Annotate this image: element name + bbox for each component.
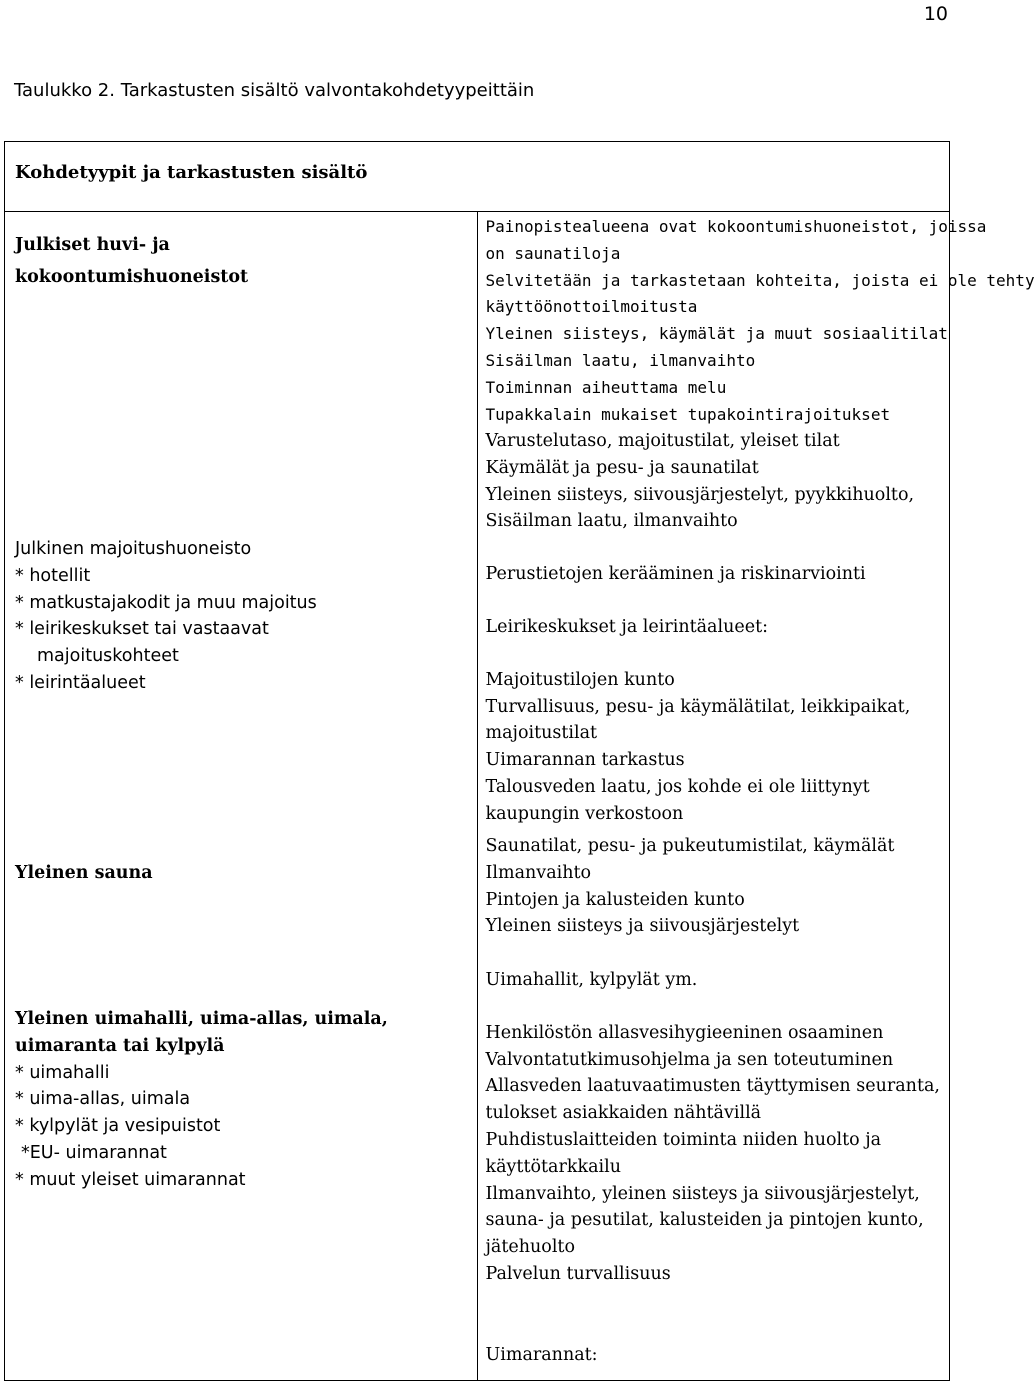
content-line: Toiminnan aiheuttama melu bbox=[485, 377, 727, 397]
content-line: Painopistealueena ovat kokoontumishuoneistot, joissa bbox=[485, 217, 987, 236]
list-item: * uima-allas, uimala bbox=[15, 1089, 191, 1110]
content-line: Allasveden laatuvaatimusten täyttymisen seuranta, bbox=[485, 1076, 940, 1097]
content-sauna bbox=[486, 833, 994, 940]
table-caption: Taulukko 2. Tarkastusten sisältö valvontakohdetyypeittäin bbox=[14, 80, 535, 101]
table-header: Kohdetyypit ja tarkastusten sisältö bbox=[5, 142, 950, 212]
content-line: Talousveden laatu, jos kohde ei ole liittynyt bbox=[485, 776, 870, 797]
content-line: Ilmanvaihto bbox=[485, 862, 592, 883]
content-line: Turvallisuus, pesu- ja käymälätilat, leikkipaikat, bbox=[485, 696, 911, 717]
content-beaches bbox=[486, 1342, 994, 1369]
category-title: uimaranta tai kylpylä bbox=[15, 1035, 225, 1056]
category-title: Julkiset huvi- ja kokoontumishuoneistot bbox=[15, 235, 249, 287]
content-line: Käymälät ja pesu- ja saunatilat bbox=[485, 457, 759, 478]
content-line: jätehuolto bbox=[485, 1237, 575, 1258]
content-heading: Leirikeskukset ja leirintäalueet: bbox=[485, 616, 769, 637]
category-swimming bbox=[15, 1006, 388, 1194]
inspection-content-table bbox=[4, 141, 1035, 1381]
content-pools bbox=[486, 967, 994, 1288]
content-line: Majoitustilojen kunto bbox=[485, 669, 675, 690]
list-item: * leirintäalueet bbox=[15, 672, 146, 693]
content-line: Sisäilman laatu, ilmanvaihto bbox=[485, 511, 738, 532]
list-item: * leirikeskukset tai vastaavat bbox=[15, 619, 269, 640]
content-line: Perustietojen kerääminen ja riskinarviointi bbox=[485, 564, 866, 585]
category-title: Julkinen majoitushuoneisto bbox=[15, 539, 252, 559]
content-line: Tupakkalain mukaiset tupakointirajoitukset bbox=[485, 404, 891, 424]
content-line: Saunatilat, pesu- ja pukeutumistilat, käymälät bbox=[485, 836, 895, 856]
content-line: majoitustilat bbox=[485, 723, 598, 744]
content-line: Palvelun turvallisuus bbox=[485, 1263, 671, 1284]
table-header-row bbox=[5, 142, 950, 212]
content-line: tulokset asiakkaiden nähtävillä bbox=[485, 1103, 762, 1124]
content-line: Henkilöstön allasvesihygieeninen osaaminen bbox=[485, 1022, 884, 1043]
list-item: * kylpylät ja vesipuistot bbox=[15, 1116, 221, 1137]
content-line: Yleinen siisteys ja siivousjärjestelyt bbox=[485, 916, 800, 937]
list-item: * matkustajakodit ja muu majoitus bbox=[15, 592, 317, 613]
content-line: Sisäilman laatu, ilmanvaihto bbox=[485, 350, 756, 370]
content-line: Yleinen siisteys, siivousjärjestelyt, pyykkihuolto, bbox=[485, 484, 915, 505]
list-item: majoituskohteet bbox=[37, 646, 179, 667]
list-item: * hotellit bbox=[15, 565, 91, 586]
content-line: Pintojen ja kalusteiden kunto bbox=[485, 889, 745, 910]
content-line: käyttötarkkailu bbox=[485, 1156, 621, 1177]
content-line: Varustelutaso, majoitustilat, yleiset tilat bbox=[485, 431, 840, 451]
object-types-column bbox=[5, 212, 478, 1381]
content-line: käyttöönottoilmoitusta bbox=[485, 297, 698, 317]
list-item: * uimahalli bbox=[15, 1062, 110, 1083]
content-line: Ilmanvaihto, yleinen siisteys ja siivousjärjestelyt, bbox=[485, 1183, 920, 1204]
content-line: Valvontatutkimusohjelma ja sen toteutuminen bbox=[485, 1049, 894, 1070]
list-item: *EU- uimarannat bbox=[21, 1142, 167, 1163]
content-line: Puhdistuslaitteiden toiminta niiden huolto ja bbox=[485, 1129, 882, 1150]
list-item: * muut yleiset uimarannat bbox=[15, 1169, 246, 1190]
category-public-venues bbox=[15, 229, 315, 293]
content-line: on saunatiloja bbox=[485, 243, 621, 263]
category-title: Yleinen uimahalli, uima-allas, uimala, bbox=[15, 1009, 388, 1029]
content-accommodation bbox=[486, 428, 994, 828]
content-heading: Uimahallit, kylpylät ym. bbox=[485, 970, 698, 990]
category-title: Yleinen sauna bbox=[15, 863, 153, 883]
content-line: Selvitetään ja tarkastetaan kohteita, joista ei ole tehty bbox=[485, 270, 1035, 290]
content-line: Uimarannan tarkastus bbox=[485, 750, 685, 771]
category-sauna bbox=[15, 860, 153, 887]
table-body-row bbox=[5, 212, 950, 1381]
content-public-venues bbox=[485, 214, 1035, 428]
page-number: 10 bbox=[923, 3, 948, 25]
content-line: Yleinen siisteys, käymälät ja muut sosiaalitilat bbox=[485, 324, 948, 344]
content-line: sauna- ja pesutilat, kalusteiden ja pintojen kunto, bbox=[485, 1210, 924, 1231]
category-accommodation bbox=[15, 536, 317, 697]
content-heading: Uimarannat: bbox=[485, 1345, 598, 1365]
content-line: kaupungin verkostoon bbox=[485, 803, 684, 824]
inspection-content-column bbox=[477, 212, 1035, 1381]
